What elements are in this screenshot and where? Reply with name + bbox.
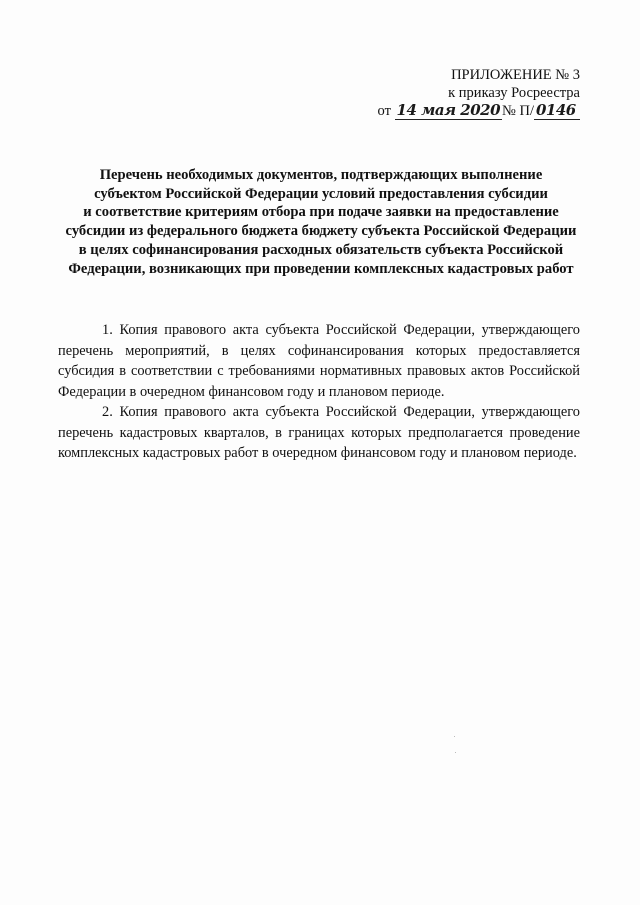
appendix-order-reference: к приказу Росреестра — [448, 85, 580, 101]
paragraph-item-2: 2. Копия правового акта субъекта Российской Федерации, утверждающего перечень кадастровых кварталов, в границах которых предполагается проведение комплексных кадастровых работ в очередном финансовом году и плановом периоде. — [58, 404, 580, 461]
title-line: субъектом Российской Федерации условий предоставления субсидии — [94, 185, 548, 202]
paragraph-item-1: 1. Копия правового акта субъекта Российской Федерации, утверждающего перечень мероприятий, в целях софинансирования которых предоставляется субсидия в соответствии с требованиями нормативных правовых актов Российской Федерации в очередном финансовом году и плановом периоде. — [58, 322, 580, 400]
order-number-slot — [534, 102, 580, 120]
order-from-prefix: от — [377, 103, 391, 119]
appendix-header — [378, 66, 580, 120]
title-line: в целях софинансирования расходных обязательств субъекта Российской — [78, 241, 564, 258]
title-line: субсидии из федерального бюджета бюджету субъекта Российской Федерации — [65, 223, 577, 240]
scan-speck — [454, 736, 455, 737]
scan-speck — [455, 752, 456, 753]
document-body — [58, 320, 580, 464]
title-line: и соответствие критериям отбора при подаче заявки на предоставление — [83, 204, 559, 221]
appendix-order-date-number — [378, 102, 580, 120]
order-number-handwritten: 0146 — [536, 101, 576, 119]
order-date-slot — [395, 102, 502, 120]
title-line: Федерации, возникающих при проведении комплексных кадастровых работ — [68, 260, 574, 277]
appendix-heading: ПРИЛОЖЕНИЕ № 3 — [451, 67, 580, 83]
document-title — [54, 166, 588, 278]
order-date-handwritten: 14 мая 2020 — [396, 101, 501, 119]
title-line: Перечень необходимых документов, подтверждающих выполнение — [99, 167, 543, 183]
order-number-prefix: № П/ — [502, 103, 534, 119]
